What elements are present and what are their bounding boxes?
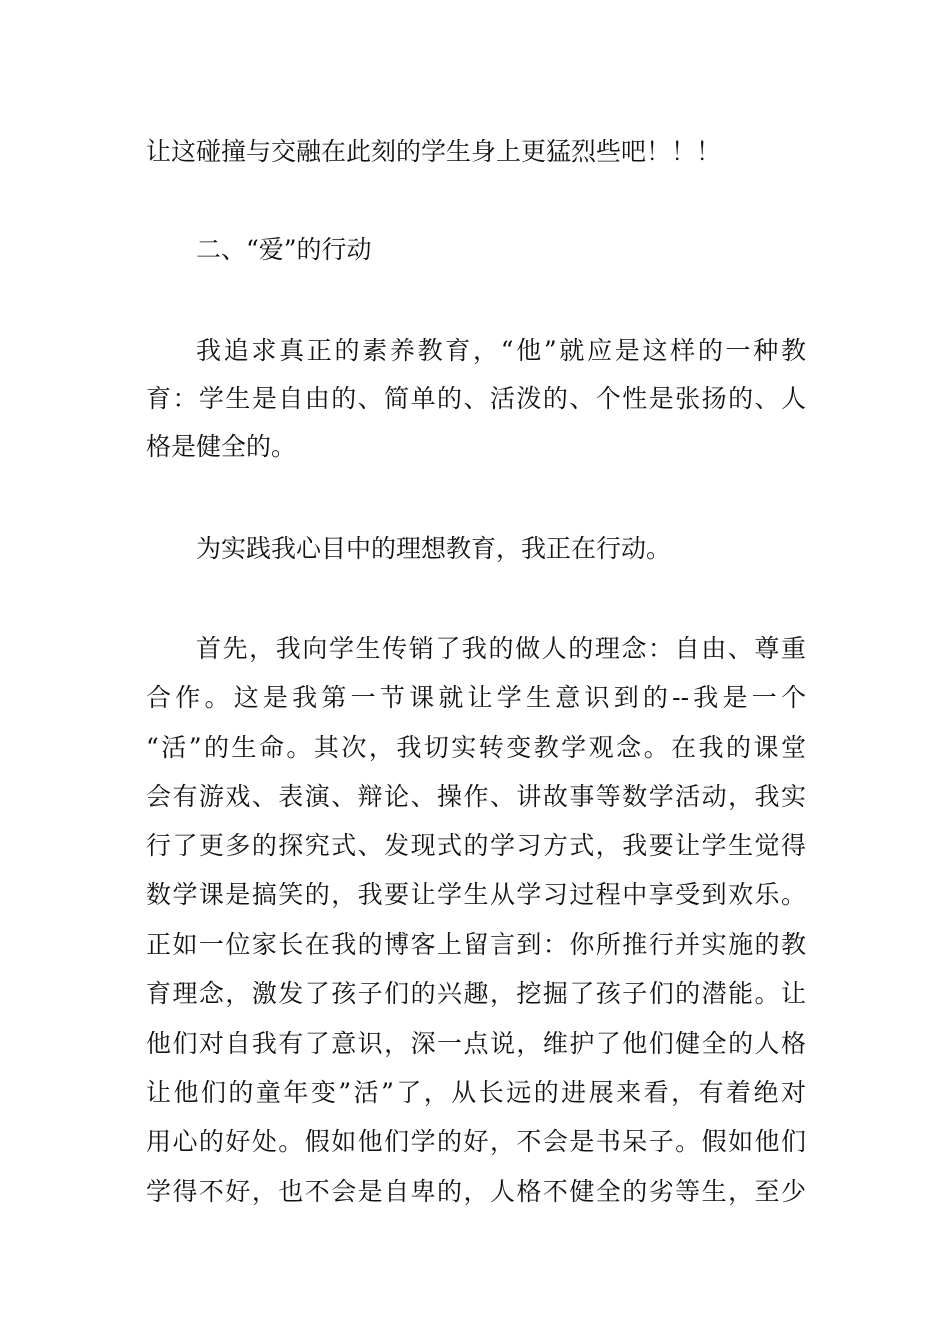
- paragraph-line: 行了更多的探究式、发现式的学习方式，我要让学生觉得: [146, 831, 806, 860]
- paragraph-line: 正如一位家长在我的博客上留言到：你所推行并实施的教: [146, 930, 806, 959]
- paragraph-line: 首先，我向学生传销了我的做人的理念：自由、尊重: [196, 634, 806, 663]
- paragraph-line: “活”的生命。其次，我切实转变教学观念。在我的课堂: [146, 733, 806, 762]
- paragraph-line: 我追求真正的素养教育，“他”就应是这样的一种教: [196, 336, 806, 365]
- paragraph-line: 育理念，激发了孩子们的兴趣，挖掘了孩子们的潜能。让: [146, 979, 806, 1008]
- text-line-closing-exclamation: 让这碰撞与交融在此刻的学生身上更猛烈些吧！！！: [146, 137, 722, 166]
- paragraph-line: 让他们的童年变”活”了，从长远的进展来看，有着绝对: [146, 1078, 806, 1107]
- paragraph-line: 格是健全的。: [146, 432, 297, 461]
- paragraph-line: 他们对自我有了意识，深一点说，维护了他们健全的人格: [146, 1029, 806, 1058]
- paragraph-line: 为实践我心目中的理想教育，我正在行动。: [196, 534, 672, 563]
- section-heading: 二、“爱”的行动: [196, 235, 372, 264]
- paragraph-line: 育：学生是自由的、简单的、活泼的、个性是张扬的、人: [146, 384, 806, 413]
- paragraph-line: 会有游戏、表演、辩论、操作、讲故事等数学活动，我实: [146, 782, 806, 811]
- paragraph-line: 用心的好处。假如他们学的好，不会是书呆子。假如他们: [146, 1127, 806, 1156]
- paragraph-line: 合作。这是我第一节课就让学生意识到的--我是一个: [146, 683, 806, 712]
- paragraph-line: 学得不好，也不会是自卑的，人格不健全的劣等生，至少: [146, 1177, 806, 1206]
- paragraph-line: 数学课是搞笑的，我要让学生从学习过程中享受到欢乐。: [146, 880, 806, 909]
